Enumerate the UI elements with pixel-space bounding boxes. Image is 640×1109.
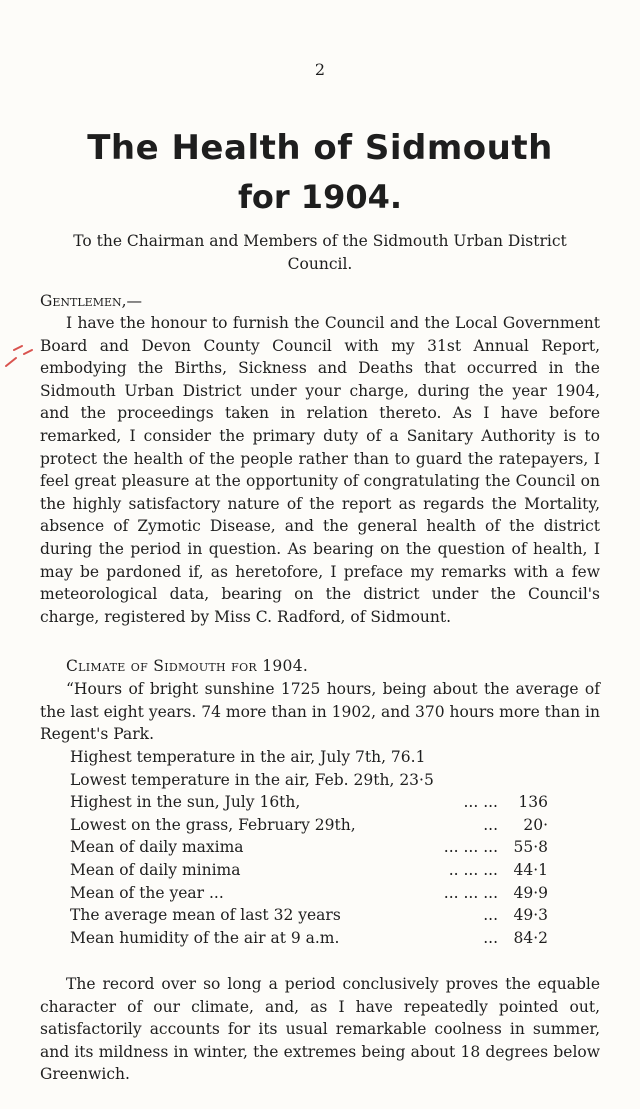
paragraph-intro: I have the honour to furnish the Council and the Local Government Board and Devon County Council with my 31st Annual Report, embodying the Births, Sickness and Deaths that occurred in the Sidmouth Urban District under your charge, during the year 1904, and the proceedings taken in relation thereto. As I have before remarked, I consider the primary duty of a Sanitary Authority is to protect the health of the people rather than to guard the ratepayers, I feel great pleasure at the opportunity of congratulating the Council on the highly satisfactory nature of the report as regards the Mortality, absence of Zymotic Disease, and the general health of the district during the period in question. As bearing on the question of health, I may be pardoned if, as heretofore, I preface my remarks with a few meteorological data, bearing on the district under the Council's charge, registered by Miss C. Radford, of Sidmount. [40,314,600,626]
stat-dots: ... ... ... [443,838,498,857]
stat-label: Mean humidity of the air at 9 a.m. [70,928,340,947]
stat-label: The average mean of last 32 years [70,906,341,925]
title-line-1: The Health of Sidmouth [87,128,553,168]
paragraph-conclusion: The record over so long a period conclusively proves the equable character of our climate, and, as I have repeatedly pointed out, satisfactorily accounts for its usual remarkable coolness in summer, and its mildness in winter, the extremes being about 18 degrees below Greenwich. [40,975,600,1084]
stat-dots: ... [483,928,498,947]
stat-label: Highest in the sun, July 16th, [70,793,301,812]
stat-value: 55·8 [513,838,548,857]
paragraph-sunshine: “Hours of bright sunshine 1725 hours, being about the average of the last eight years. 74 more than in 1902, and 370 hours more than in Regent's Park. [40,680,600,744]
stat-value: 44·1 [513,860,548,879]
page-number: 2 [314,60,326,79]
stat-row [70,927,548,950]
stat-dots: ... [483,815,498,834]
stat-label: Lowest on the grass, February 29th, [70,815,356,834]
stat-value: 49·3 [513,906,548,925]
stat-dots: ... [483,906,498,925]
stat-dots: ... ... [463,793,498,812]
margin-annotation-mark [2,340,36,370]
stat-value: 84·2 [513,928,548,947]
stat-row [70,746,548,769]
stat-row [70,859,548,882]
salutation: Gentlemen,— [40,292,143,310]
stat-row [70,814,548,837]
stat-row [70,904,548,927]
stat-dots: .. ... ... [448,860,498,879]
stat-label: Highest temperature in the air, July 7th, 76.1 [70,748,426,766]
stat-row [70,769,548,792]
stat-label: Mean of daily maxima [70,838,244,857]
stat-value: 136 [518,793,548,812]
addressee: To the Chairman and Members of the Sidmouth Urban District Council. [73,232,567,273]
stat-value: 49·9 [513,883,548,902]
title-line-2: for 1904. [237,178,403,216]
stat-dots: ... ... ... [443,883,498,902]
climate-heading: Climate of Sidmouth for 1904. [66,657,309,675]
stat-label: Mean of the year ... [70,883,224,902]
climate-stats-list [70,746,548,949]
stat-label: Lowest temperature in the air, Feb. 29th, 23·5 [70,770,434,789]
stat-row [70,882,548,905]
stat-row [70,791,548,814]
stat-value: 20· [523,815,548,834]
stat-row [70,836,548,859]
stat-label: Mean of daily minima [70,860,241,879]
